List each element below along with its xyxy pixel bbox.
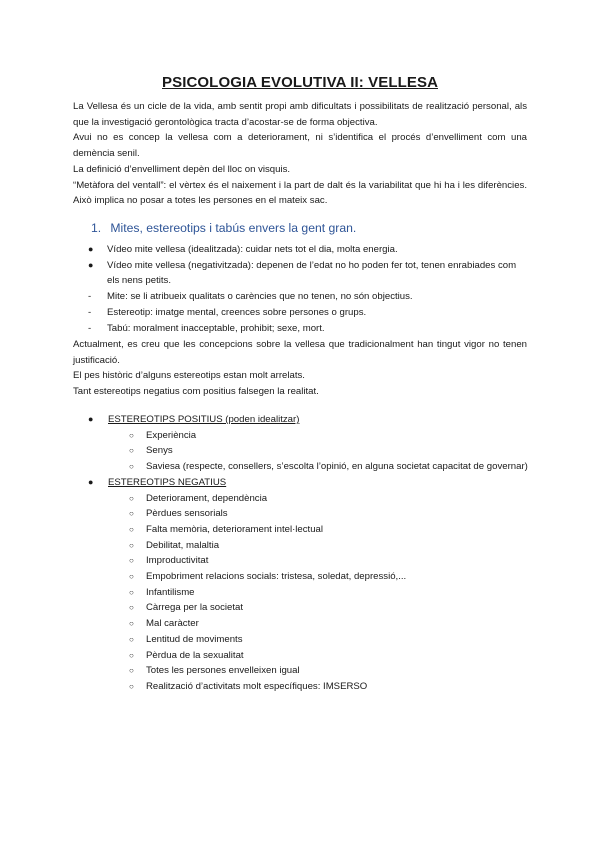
list-item <box>129 679 528 695</box>
list-item-text: Estereotip: imatge mental, creences sobre persones o grups. <box>107 306 367 318</box>
list-item <box>88 305 528 321</box>
circle-bullet-icon: ○ <box>129 556 134 566</box>
circle-bullet-icon: ○ <box>129 446 134 456</box>
circle-bullet-icon: ○ <box>129 587 134 597</box>
list-item-text: Realització d’activitats molt específiques: IMSERSO <box>146 680 368 692</box>
list-item <box>129 506 528 522</box>
list-item-text: Pèrdua de la sexualitat <box>146 649 244 661</box>
list-item <box>129 522 528 538</box>
list-item-text: Improductivitat <box>146 555 209 567</box>
myths-list <box>88 242 528 336</box>
list-item <box>88 289 528 305</box>
list-item <box>129 585 528 601</box>
circle-bullet-icon: ○ <box>129 681 134 691</box>
circle-bullet-icon: ○ <box>129 493 134 503</box>
list-item-text: Debilitat, malaltia <box>146 539 220 551</box>
intro-paragraph: La Vellesa és un cicle de la vida, amb sentit propi amb dificultats i possibilitats de realització personal, als que la investigació gerontològica tracta d’acostar-se de forma objectiva. <box>73 101 527 128</box>
section-heading <box>91 221 356 235</box>
list-item <box>129 491 528 507</box>
bullet-icon: ● <box>88 476 94 487</box>
body-paragraph: El pes històric d’alguns estereotips estan molt arrelats. <box>73 370 305 382</box>
list-item <box>129 553 528 569</box>
circle-bullet-icon: ○ <box>129 462 134 472</box>
dash-icon: - <box>88 306 92 318</box>
bullet-icon: ● <box>88 244 94 254</box>
circle-bullet-icon: ○ <box>129 634 134 644</box>
circle-bullet-icon: ○ <box>129 572 134 582</box>
circle-bullet-icon: ○ <box>129 524 134 534</box>
negative-stereotypes-heading <box>88 475 528 491</box>
intro-paragraph: Avui no es concep la vellesa com a deteriorament, ni s’identifica el procés d’envelliment com una demència senil. <box>73 132 527 160</box>
circle-bullet-icon: ○ <box>129 603 134 613</box>
category-label: ESTEREOTIPS NEGATIUS <box>108 476 227 488</box>
list-item <box>129 616 528 632</box>
bullet-icon: ● <box>88 259 94 270</box>
list-item-text: Tabú: moralment inacceptable, prohibit; sexe, mort. <box>107 322 325 334</box>
list-item-text: Lentitud de moviments <box>146 633 243 645</box>
positive-stereotypes-heading <box>88 412 528 428</box>
list-item <box>129 600 528 616</box>
intro-paragraph: La definició d’envelliment depèn del lloc on visquis. <box>73 163 291 175</box>
list-item-text: Mal caràcter <box>146 618 199 630</box>
body-paragraph: Actualment, es creu que les concepcions sobre la vellesa que tradicionalment han tingut vigor no tenen justificació. <box>73 339 527 366</box>
list-item <box>129 428 528 444</box>
list-item-text: Vídeo mite vellesa (idealitzada): cuidar nets tot el dia, molta energia. <box>107 244 398 255</box>
list-item <box>88 321 528 337</box>
list-item-text: Totes les persones envelleixen igual <box>146 665 300 677</box>
body-paragraph: Tant estereotips negatius com positius falsegen la realitat. <box>73 386 319 398</box>
list-item-text: Mite: se li atribueix qualitats o carències que no tenen, no són objectius. <box>107 291 413 303</box>
list-item-text: Empobriment relacions socials: tristesa, soledat, depressió,... <box>146 571 407 583</box>
circle-bullet-icon: ○ <box>129 540 134 550</box>
list-item-text: Vídeo mite vellesa (negativitzada): depenen de l’edat no ho poden fer tot, tenen enrabiades com els nens petits. <box>107 259 517 287</box>
stereotypes-list <box>88 412 528 695</box>
list-item <box>129 443 528 459</box>
circle-bullet-icon: ○ <box>129 666 134 676</box>
intro-paragraphs <box>73 99 527 209</box>
intro-paragraph: “Metàfora del ventall”: el vèrtex és el naixement i la part de dalt és la variabilitat que hi ha i les diferències. Això implica no posar a totes les persones en el mateix sac. <box>73 179 527 207</box>
circle-bullet-icon: ○ <box>129 619 134 629</box>
list-item <box>129 538 528 554</box>
list-item-text: Infantilisme <box>146 586 195 598</box>
list-item-text: Càrrega per la societat <box>146 602 244 614</box>
list-item <box>88 242 528 258</box>
list-item-text: Pèrdues sensorials <box>146 508 228 520</box>
list-item-text: Senys <box>146 445 173 457</box>
bullet-icon: ● <box>88 414 94 424</box>
list-item <box>129 663 528 679</box>
category-label: ESTEREOTIPS POSITIUS (poden idealitzar) <box>108 414 300 425</box>
list-item <box>129 459 528 475</box>
circle-bullet-icon: ○ <box>129 509 134 519</box>
section-heading-text: Mites, estereotips i tabús envers la gent gran. <box>110 221 357 235</box>
list-item-text: Deteriorament, dependència <box>146 492 268 504</box>
list-item-text: Saviesa (respecte, consellers, s’escolta l’opinió, en alguna societat capacitat de governar) <box>146 461 528 473</box>
circle-bullet-icon: ○ <box>129 430 134 440</box>
list-item-text: Experiència <box>146 429 197 441</box>
section-number: 1. <box>91 221 102 235</box>
page-title: PSICOLOGIA EVOLUTIVA II: VELLESA <box>162 74 438 91</box>
list-item <box>129 632 528 648</box>
list-item-text: Falta memòria, deteriorament intel·lectual <box>146 523 324 535</box>
circle-bullet-icon: ○ <box>129 650 134 660</box>
dash-icon: - <box>88 291 92 303</box>
body-paragraphs <box>73 337 527 400</box>
list-item <box>129 569 528 585</box>
dash-icon: - <box>88 322 92 334</box>
list-item <box>129 648 528 664</box>
list-item <box>88 258 528 289</box>
